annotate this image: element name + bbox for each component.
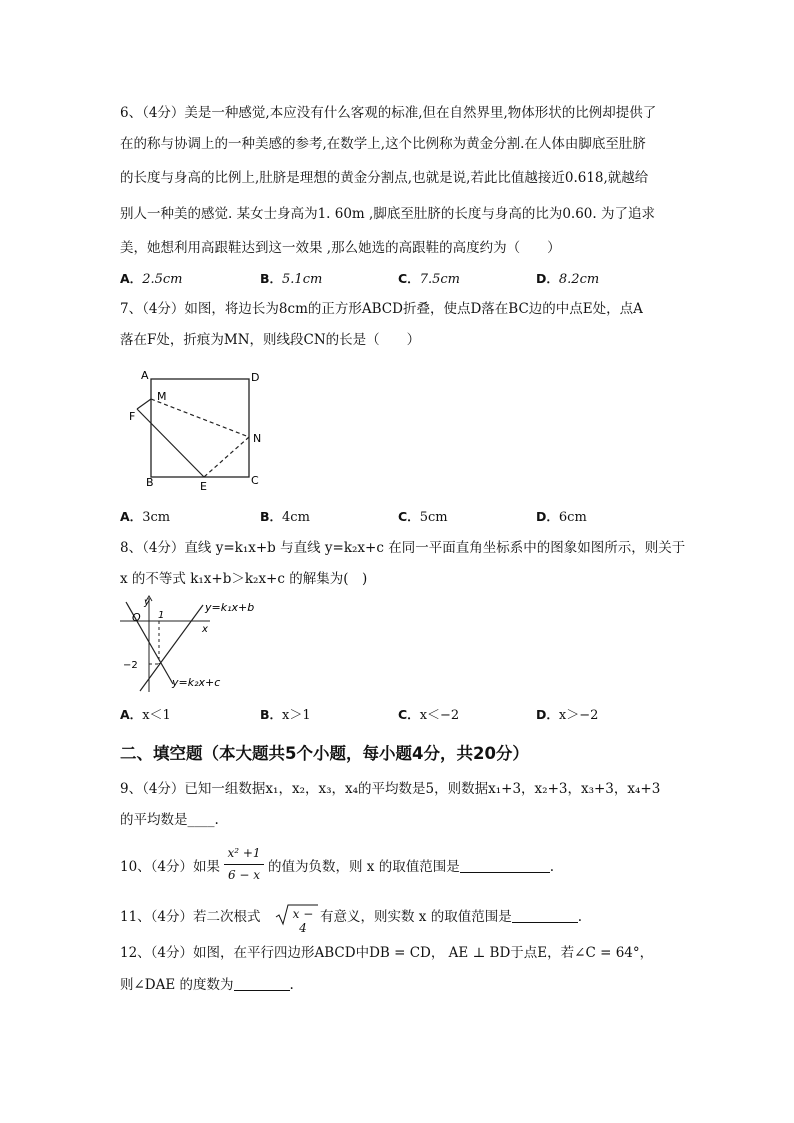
q9-line-1: 9、（4分）已知一组数据x₁，x₂，x₃，x₄的平均数是5，则数据x₁+3，x₂+3，x₃+3，x₄+3 <box>120 781 661 797</box>
q8-label-x: x <box>202 624 208 635</box>
q8-label-line2: y=k₂x+c <box>172 676 221 689</box>
q7-line-1: 7、（4分）如图，将边长为8cm的正方形ABCD折叠，使点D落在BC边的中点E处，点A <box>120 301 643 317</box>
q7-label-n: N <box>253 432 262 445</box>
q6-line-2: 在的称与协调上的一种美感的参考,在数学上,这个比例称为黄金分割.在人体由脚底至肚脐 <box>120 136 646 152</box>
q7-option-c: C．5cm <box>398 509 448 525</box>
q6-line-4: 别人一种美的感觉. 某女士身高为1. 60m ,脚底至肚脐的长度与身高的比为0.60. 为了追求 <box>120 206 655 222</box>
q11-prefix: 11、（4分）若二次根式 <box>120 909 261 925</box>
q10-suffix: 的值为负数，则 x 的取值范围是 . <box>268 859 554 875</box>
q8-label-y: y <box>144 597 150 608</box>
q8-option-d: D．x＞−2 <box>536 707 599 723</box>
q6-option-c: C．7.5cm <box>398 271 460 287</box>
q11-suffix: 有意义，则实数 x 的取值范围是 . <box>320 909 582 925</box>
q10-fraction-numerator: x² +1 <box>227 846 261 860</box>
q7-label-f: F <box>129 410 136 423</box>
q8-label-line1: y=k₁x+b <box>205 601 255 614</box>
q6-option-d: D．8.2cm <box>536 271 600 287</box>
q7-option-b: B．4cm <box>260 509 310 525</box>
q7-option-a: A．3cm <box>120 509 171 525</box>
q10-answer-blank[interactable] <box>460 858 550 873</box>
q7-square-figure <box>120 365 280 495</box>
q10-fraction-bar <box>224 864 264 865</box>
q6-line-1: 6、（4分）美是一种感觉,本应没有什么客观的标准,但在自然界里,物体形状的比例却提供了 <box>120 105 657 121</box>
q12-answer-blank[interactable] <box>234 976 290 991</box>
q8-option-b: B．x＞1 <box>260 707 311 723</box>
q6-line-3: 的长度与身高的比例上,肚脐是理想的黄金分割点,也就是说,若此比值越接近0.618,就越给 <box>120 170 649 186</box>
q7-line-2: 落在F处，折痕为MN，则线段CN的长是（ ） <box>120 332 421 348</box>
q6-option-a: A．2.5cm <box>120 271 183 287</box>
q12-line-1: 12、（4分）如图，在平行四边形ABCD中DB = CD， AE ⊥ BD于点E，若∠C = 64°， <box>120 945 654 961</box>
q7-label-e: E <box>200 480 207 493</box>
q8-option-a: A．x＜1 <box>120 707 171 723</box>
q10-prefix: 10、（4分）如果 <box>120 859 221 875</box>
q8-label-minus-two: −2 <box>123 660 138 671</box>
q8-line-2: x 的不等式 k₁x+b＞k₂x+c 的解集为( ) <box>120 571 368 587</box>
q6-line-5: 美，她想利用高跟鞋达到这一效果 ,那么她选的高跟鞋的高度约为（ ） <box>120 240 561 256</box>
section-2-title: 二、填空题（本大题共5个小题，每小题4分，共20分） <box>120 744 529 763</box>
q7-label-a: A <box>141 369 149 382</box>
q9-line-2: 的平均数是____. <box>120 812 219 828</box>
q12-line-2: 则∠DAE 的度数为 . <box>120 977 294 993</box>
q11-answer-blank[interactable] <box>512 908 578 923</box>
q11-radicand: x − 4 <box>292 907 314 935</box>
q8-label-origin: O <box>132 611 141 624</box>
q8-label-one: 1 <box>158 610 165 621</box>
q8-graph <box>118 592 278 694</box>
q7-label-b: B <box>146 476 154 489</box>
q7-label-d: D <box>251 371 260 384</box>
q7-label-m: M <box>157 390 167 403</box>
q8-line-1: 8、（4分）直线 y=k₁x+b 与直线 y=k₂x+c 在同一平面直角坐标系中的图象如图所示，则关于 <box>120 540 686 556</box>
q8-option-c: C．x＜−2 <box>398 707 460 723</box>
q10-fraction-denominator: 6 − x <box>227 868 261 882</box>
q7-option-d: D．6cm <box>536 509 587 525</box>
q6-option-b: B．5.1cm <box>260 271 323 287</box>
q7-label-c: C <box>251 474 259 487</box>
